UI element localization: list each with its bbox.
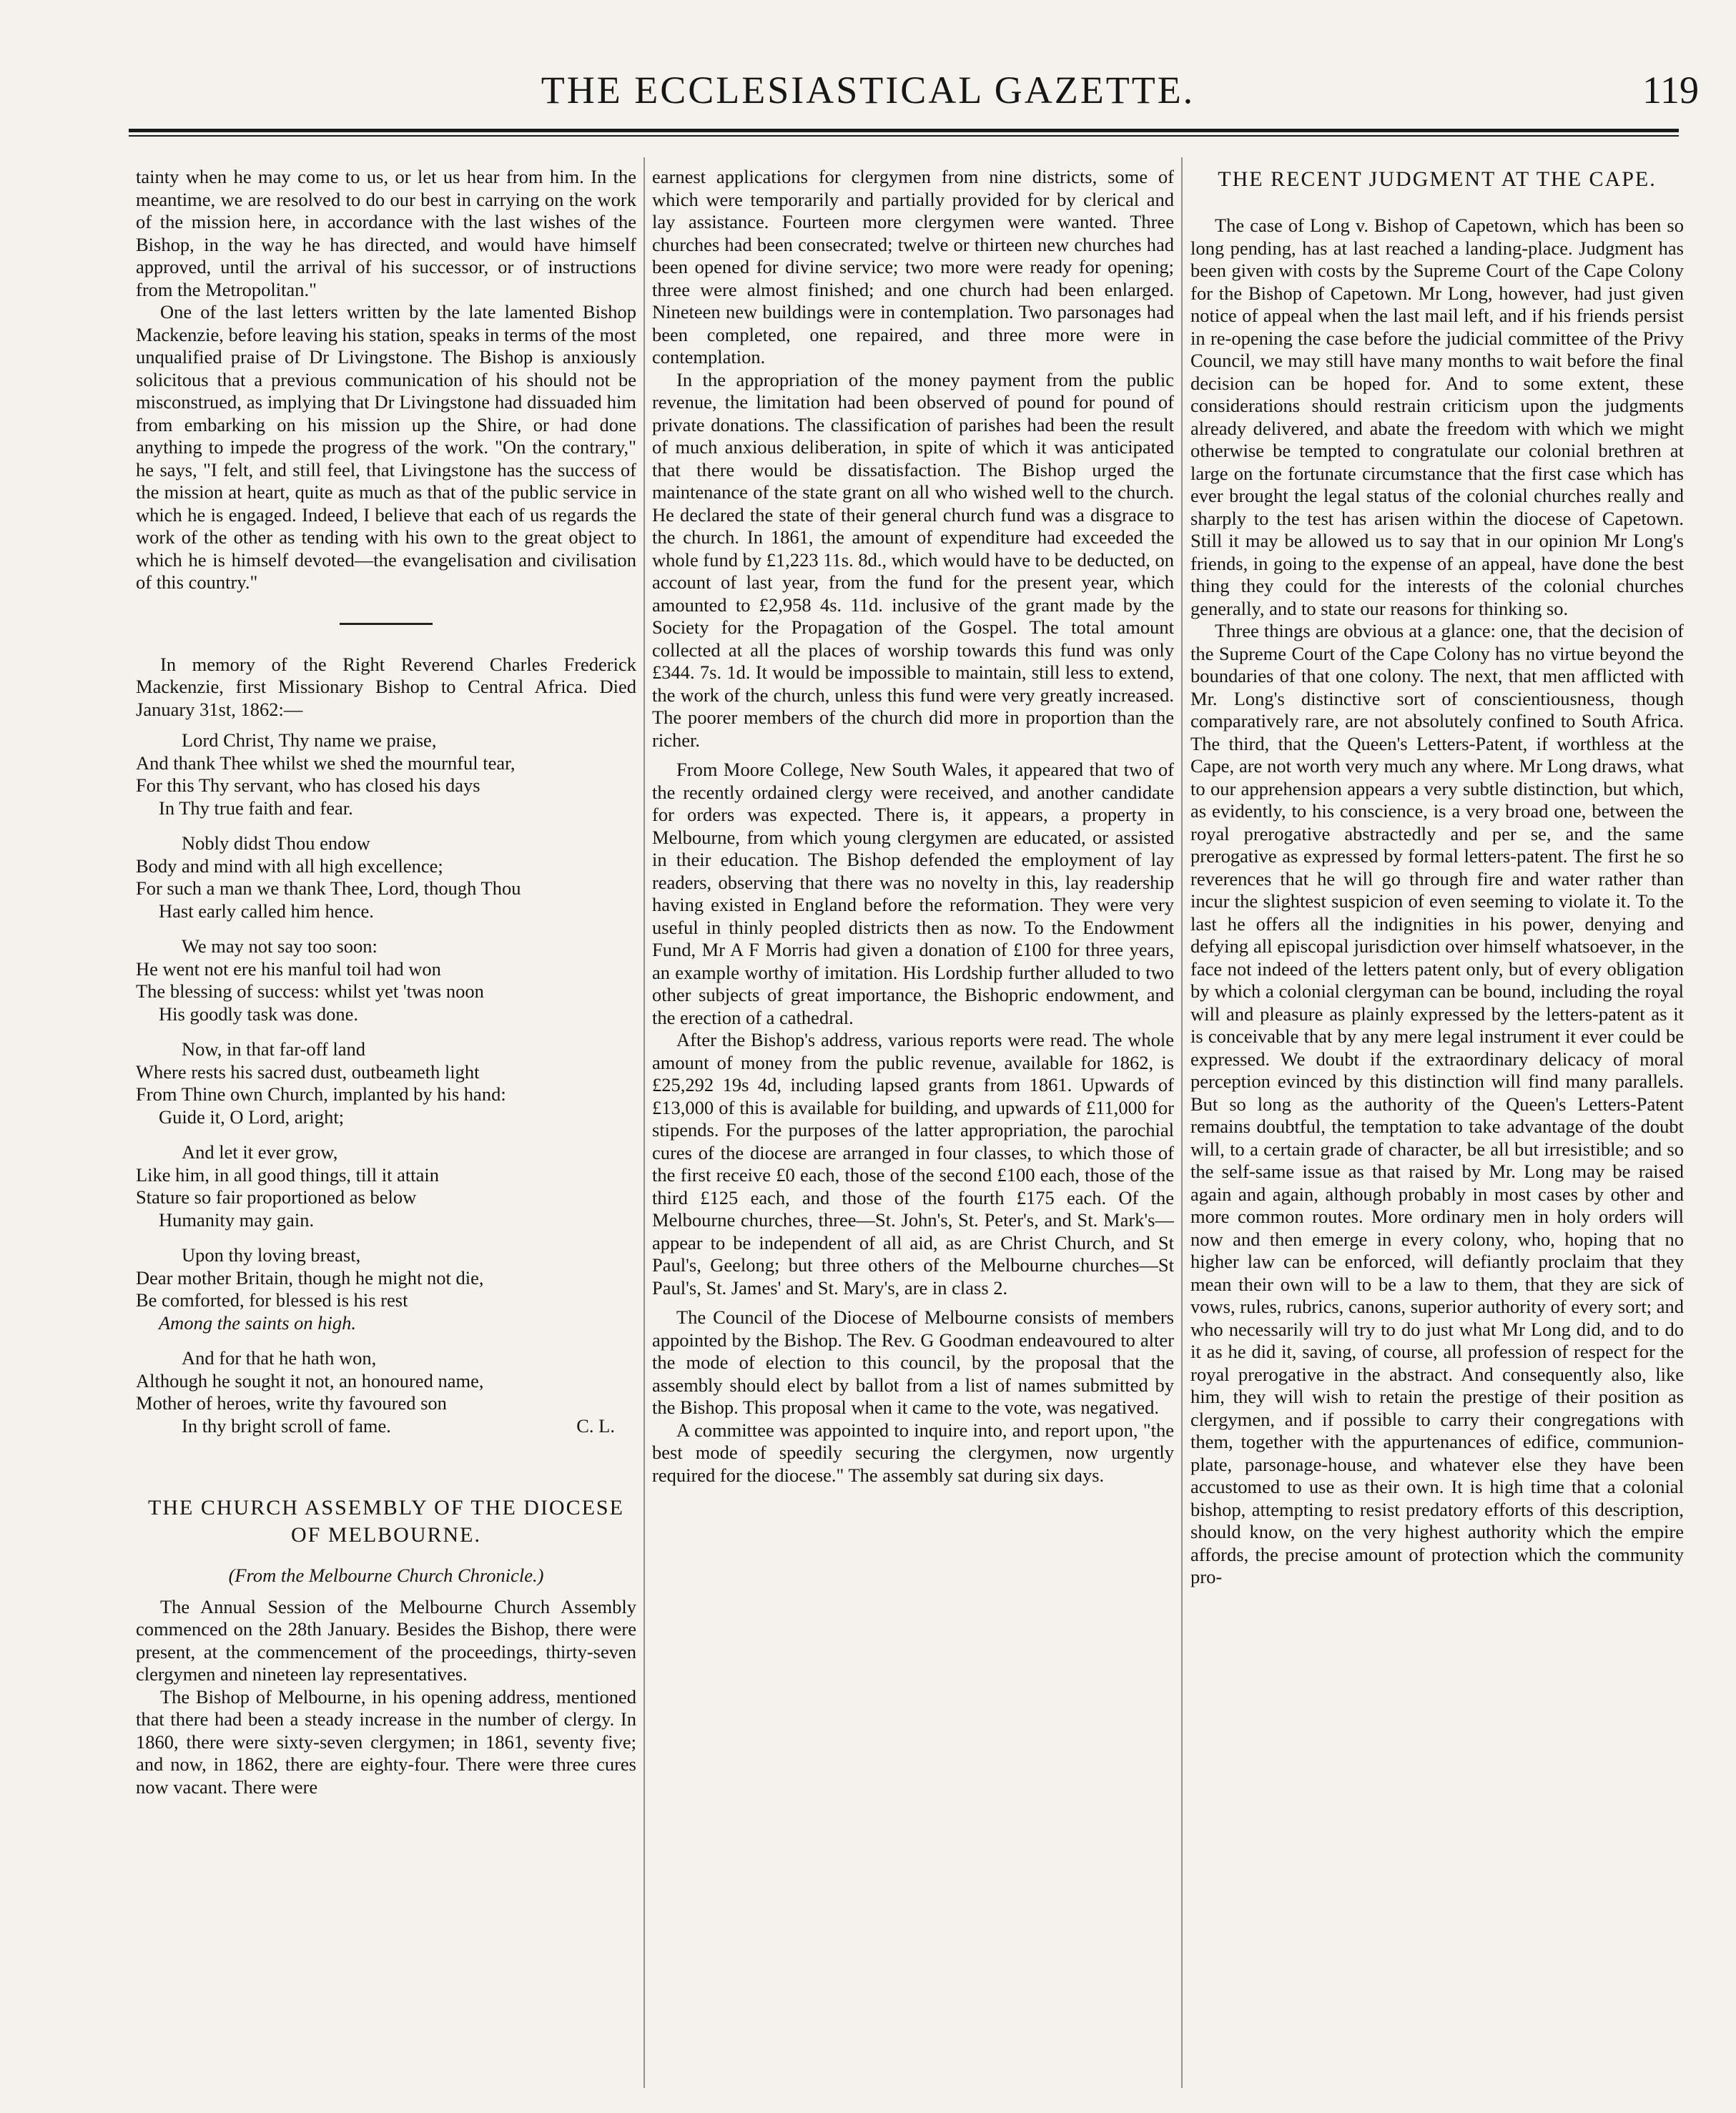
poem-line: For such a man we thank Thee, Lord, though Thou [136, 877, 521, 899]
column-1 [136, 166, 636, 2089]
poem-line: Mother of heroes, write thy favoured son [136, 1392, 447, 1414]
header-rule-thin [129, 135, 1679, 137]
poem-line: Stature so fair proportioned as below [136, 1186, 417, 1208]
poem-stanza [136, 832, 636, 922]
poem-line: Humanity may gain. [159, 1208, 315, 1231]
memorial-dedication: In memory of the Right Reverend Charles Frederick Mackenzie, first Missionary Bishop to Central Africa. Died January 31st, 1862:— [136, 653, 636, 720]
article-paragraph: In the appropriation of the money payment from the public revenue, the limitation had been observed of pound for pound of private donations. The classification of parishes had been the result of much anxious deliberation, in spite of which it was anticipated that there would be dissatisfaction. The Bishop urged the maintenance of the state grant on all who wished well to the church. He declared the state of their general church fund was a disgrace to the church. In 1861, the amount of expenditure had exceeded the whole fund by £1,223 11s. 8d., which would have to be deducted, on account of last year, from the fund for the present year, which amounted to £2,958 4s. 11d. inclusive of the grant made by the Society for the Propagation of the Gospel. The total amount collected at all the places of worship towards this fund was only £344. 7s. 1d. It would be impossible to maintain, still less to extend, the work of the church, unless this fund were very greatly increased. The poorer members of the church did more in proportion than the richer. [652, 368, 1174, 751]
poem-line: He went not ere his manful toil had won [136, 957, 441, 980]
poem-line: Among the saints on high. [159, 1311, 357, 1334]
poem-stanza [136, 1141, 636, 1231]
poem-line: Be comforted, for blessed is his rest [136, 1289, 408, 1311]
poem-stanza [136, 729, 636, 819]
article-paragraph: The Annual Session of the Melbourne Church Assembly commenced on the 28th January. Besides the Bishop, there were present, at the commencement of the proceedings, thirty-seven clergymen and nineteen lay representatives. [136, 1595, 636, 1685]
column-2 [652, 166, 1174, 2089]
article-paragraph: A committee was appointed to inquire into, and report upon, "the best mode of speedily securing the clergymen, now urgently required for the diocese." The assembly sat during six days. [652, 1419, 1174, 1486]
memorial-poem [136, 729, 636, 1437]
poem-line: Like him, in all good things, till it attain [136, 1163, 439, 1186]
poem-line: Dear mother Britain, though he might not die, [136, 1266, 484, 1289]
article-paragraph: earnest applications for clergymen from nine districts, some of which were temporarily and partially provided for by clerical and lay assistance. Fourteen more clergymen were wanted. Three churches had been consecrated; twelve or thirteen new churches had been opened for divine service; two more were ready for opening; three were almost finished; and one church had been enlarged. Nineteen new buildings were in contemplation. Two parsonages had been completed, one repaired, and three more were in contemplation. [652, 166, 1174, 368]
article-heading: THE RECENT JUDGMENT AT THE CAPE. [1218, 167, 1657, 191]
poem-line: Body and mind with all high excellence; [136, 854, 443, 877]
poem-line: From Thine own Church, implanted by his hand: [136, 1083, 506, 1105]
poem-stanza [136, 1347, 636, 1437]
article-paragraph: The Bishop of Melbourne, in his opening address, mentioned that there had been a steady increase in the number of clergy. In 1860, there were sixty-seven clergymen; in 1861, seventy five; and now, in 1862, there are eighty-four. There were three cures now vacant. There were [136, 1685, 636, 1798]
poem-line: The blessing of success: whilst yet 'twas noon [136, 980, 484, 1002]
section-heading: THE CHURCH ASSEMBLY OF THE DIOCESE OF MELBOURNE. [148, 1496, 624, 1547]
poem-stanza [136, 1038, 636, 1128]
article-paragraph: tainty when he may come to us, or let us hear from him. In the meantime, we are resolved to do our best in carrying on the work of the mission here, in accordance with the last wishes of the Bishop, in the way he has directed, and would have himself approved, until the arrival of his successor, or of instructions from the Metropolitan." [136, 166, 636, 300]
column-divider [643, 157, 645, 2088]
poem-line: His goodly task was done. [159, 1003, 358, 1025]
article-paragraph: After the Bishop's address, various reports were read. The whole amount of money from the public revenue, available for 1862, is £25,292 19s 4d, including lapsed grants from 1861. Upwards of £13,000 of this is available for building, and upwards of £11,000 for stipends. For the purposes of the latter appropriation, the parochial cures of the diocese are arranged in four classes, to which those of the first receive £0 each, those of the second £100 each, those of the third £125 each, and those of the fourth £175 each. Of the Melbourne churches, three—St. John's, St. Peter's, and St. Mark's—appear to be independent of all aid, as are Christ Church, and St Paul's, Geelong; but three others of the Melbourne churches—St Paul's, St. James' and St. Mary's, are in class 2. [652, 1029, 1174, 1299]
poem-line: We may not say too soon: [182, 935, 378, 957]
article-paragraph: The case of Long v. Bishop of Capetown, which has been so long pending, has at last reached a landing-place. Judgment has been given with costs by the Supreme Court of the Cape Colony for the Bishop of Capetown. Mr Long, however, had just given notice of appeal when the last mail left, and if his friends persist in re-opening the case before the judicial committee of the Privy Council, we may still have many months to wait before the final decision can be hoped for. And to some extent, these considerations should restrain criticism upon the judgments already delivered, and abate the freedom with which we might otherwise be tempted to congratulate our colonial brethren at large on the fortunate circumstance that the first case which has ever brought the legal status of the colonial churches really and sharply to the test has arisen within the diocese of Capetown. Still it may be allowed us to say that in our opinion Mr Long's friends, in going to the expense of an appeal, have done the best thing they could for the interests of the colonial churches generally, and to state our reasons for thinking so. [1190, 215, 1684, 619]
article-paragraph: One of the last letters written by the late lamented Bishop Mackenzie, before leaving his station, speaks in terms of the most unqualified praise of Dr Livingstone. The Bishop is anxiously solicitous that a previous communication of his should not be misconstrued, as implying that Dr Livingstone had dissuaded him from embarking on his mission up the Shire, or had done anything to impede the progress of the work. "On the contrary," he says, "I felt, and still feel, that Livingstone has the success of the mission at heart, quite as much as that of the public service in which he is engaged. Indeed, I believe that each of us regards the work of the other as tending with his own to the great object to which he is himself devoted—the evangelisation and civilisation of this country." [136, 301, 636, 593]
poem-stanza [136, 935, 636, 1025]
poem-line: Guide it, O Lord, aright; [159, 1105, 345, 1128]
section-divider [340, 623, 433, 625]
poem-line: Nobly didst Thou endow [182, 832, 370, 854]
poem-line: Lord Christ, Thy name we praise, [182, 729, 437, 751]
page-number: 119 [1642, 69, 1699, 112]
masthead-title: THE ECCLESIASTICAL GAZETTE. [541, 69, 1195, 112]
poem-line: Now, in that far-off land [182, 1038, 366, 1060]
poem-line: And thank Thee whilst we shed the mournful tear, [136, 752, 516, 774]
poem-line: Although he sought it not, an honoured name, [136, 1369, 484, 1392]
article-paragraph: The Council of the Diocese of Melbourne consists of members appointed by the Bishop. The Rev. G Goodman endeavoured to alter the mode of election to this council, by the proposal that the assembly should elect by ballot from a list of names submitted by the Bishop. This proposal when it came to the vote, was negatived. [652, 1306, 1174, 1418]
author-signature: C. L. [576, 1414, 615, 1437]
poem-stanza [136, 1244, 636, 1334]
poem-line: Upon thy loving breast, [182, 1244, 361, 1266]
article-paragraph: Three things are obvious at a glance: one, that the decision of the Supreme Court of the Cape Colony has no virtue beyond the boundaries of that one colony. The next, that men afflicted with Mr. Long's distinctive sort of conscientiousness, though comparatively rare, are not absolutely confined to South Africa. The third, that the Queen's Letters-Patent, if worthless at the Cape, are not worth very much any where. Mr Long draws, what to our apprehension appears a very subtle distinction, but which, as evidently, to his conscience, is a very broad one, between the royal prerogative abstractedly and per se, and the same prerogative as expressed by formal letters-patent. The first he so reverences that he will go through fire and water rather than incur the slightest suspicion of even seeming to violate it. To the last he offers all the indignities in his power, denying and defying all episcopal jurisdiction over himself whatsoever, in the face not indeed of the letters patent only, but of every obligation by which a colonial clergyman can be bound, including the royal will and pleasure as plainly expressed by the letters-patent as it is conceivable that by any mere legal instrument it ever could be expressed. We doubt if the extraordinary delicacy of moral perception evinced by this distinction will find many parallels. But so long as the authority of the Queen's Letters-Patent remains doubtful, the temptation to take advantage of the doubt will, to a certain grade of character, be all but irresistible; and so the self-same issue as that raised by Mr. Long may be raised again and again, although probably in most cases by other and more common routes. More ordinary men in holy orders will now and then emerge in every colony, who, hoping that no higher law can be enforced, will defiantly proclaim that they mean their own will to be a law to them, that they are sick of vows, rules, rubrics, canons, superior authority of every sort; and who necessarily will try to do just what Mr Long did, and to do it as he did it, saving, of course, all profession of respect for the royal prerogative in the abstract. And consequently also, like him, they will wish to retain the prestige of their position as clergymen, and if possible to carry their congregations with them, together with the appurtenances of edifice, communion-plate, parsonage-house, and whatever else they have been accustomed to use as their own. It is high time that a colonial bishop, attempting to resist predatory efforts of this description, should know, on the very highest authority which the empire affords, the precise amount of protection which the community pro- [1190, 620, 1684, 1587]
column-divider [1181, 157, 1183, 2088]
poem-line: For this Thy servant, who has closed his days [136, 774, 480, 796]
poem-line: Hast early called him hence. [159, 900, 374, 922]
poem-closing [136, 1415, 636, 1438]
article-paragraph: From Moore College, New South Wales, it appeared that two of the recently ordained clergy were received, and another candidate for orders was expected. There is, it appears, a property in Melbourne, from which young clergymen are educated, or assisted in their education. The Bishop defended the employment of lay readers, observing that there was no novelty in this, lay readership having existed in England before the reformation. They were very useful in thinly peopled districts then as now. To the Endowment Fund, Mr A F Morris had given a donation of £100 for three years, an example worthy of imitation. His Lordship further alluded to two other subjects of great importance, the Bishopric endowment, and the erection of a cathedral. [652, 759, 1174, 1028]
poem-line: Where rests his sacred dust, outbeameth light [136, 1060, 480, 1083]
poem-line: And for that he hath won, [182, 1347, 377, 1369]
poem-line: In thy bright scroll of fame. [182, 1414, 391, 1437]
column-3 [1190, 166, 1684, 2089]
source-credit: (From the Melbourne Church Chronicle.) [228, 1565, 544, 1586]
poem-line: And let it ever grow, [182, 1141, 338, 1163]
poem-line: In Thy true faith and fear. [159, 797, 353, 819]
header-rule-thick [129, 129, 1679, 132]
